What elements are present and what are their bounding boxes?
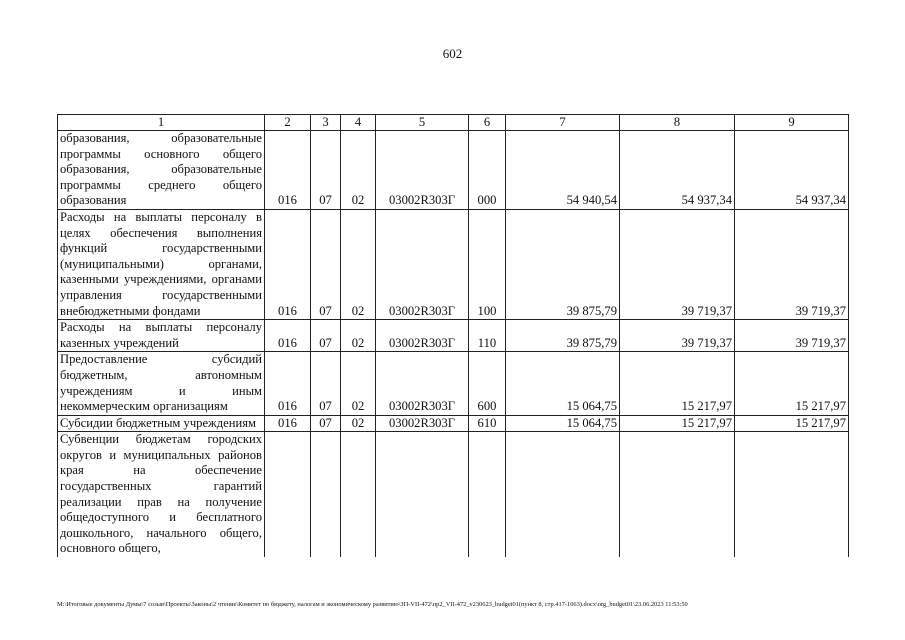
cell-section: 07 <box>311 352 341 415</box>
row-description: Субвенции бюджетам городских округов и муниципальных районов края на обеспечение государственных гарантий реализации прав на получение общедоступного и бесплатного дошкольного, начального общего, основного общего, <box>58 432 265 557</box>
cell-amount-3: 39 719,37 <box>735 320 849 352</box>
column-header: 9 <box>735 115 849 131</box>
cell-ministry-code: 016 <box>265 415 311 432</box>
cell-amount-2: 39 719,37 <box>620 320 735 352</box>
table-row <box>58 432 849 557</box>
cell-amount-1: 54 940,54 <box>506 131 620 210</box>
row-description: Субсидии бюджетным учреждениям <box>58 415 265 432</box>
row-description: образования, образовательные программы основного общего образования, образовательные программы среднего общего образования <box>58 131 265 210</box>
cell-ministry-code: 016 <box>265 352 311 415</box>
cell-ministry-code: 016 <box>265 320 311 352</box>
row-description: Расходы на выплаты персоналу в целях обеспечения выполнения функций государственными (муниципальными) органами, казенными учреждениями, органами управления государственными внебюджетными фондами <box>58 209 265 319</box>
cell-subsection: 02 <box>341 415 376 432</box>
cell-expense-type: 610 <box>469 415 506 432</box>
cell-amount-3: 15 217,97 <box>735 352 849 415</box>
cell-subsection: 02 <box>341 352 376 415</box>
table-row <box>58 415 849 432</box>
row-description: Предоставление субсидий бюджетным, автономным учреждениям и иным некоммерческим организациям <box>58 352 265 415</box>
budget-table <box>57 114 849 557</box>
cell-amount-3 <box>735 432 849 557</box>
cell-section: 07 <box>311 131 341 210</box>
cell-ministry-code: 016 <box>265 209 311 319</box>
cell-amount-1: 15 064,75 <box>506 415 620 432</box>
cell-expense-type: 100 <box>469 209 506 319</box>
cell-subsection: 02 <box>341 209 376 319</box>
column-header: 3 <box>311 115 341 131</box>
table-row <box>58 320 849 352</box>
cell-amount-1: 15 064,75 <box>506 352 620 415</box>
cell-target-article: 03002R303Г <box>376 209 469 319</box>
cell-subsection: 02 <box>341 320 376 352</box>
cell-target-article <box>376 432 469 557</box>
cell-expense-type: 000 <box>469 131 506 210</box>
cell-section: 07 <box>311 209 341 319</box>
cell-amount-3: 54 937,34 <box>735 131 849 210</box>
column-header: 4 <box>341 115 376 131</box>
column-header: 2 <box>265 115 311 131</box>
column-header: 1 <box>58 115 265 131</box>
cell-amount-1 <box>506 432 620 557</box>
cell-section: 07 <box>311 415 341 432</box>
cell-target-article: 03002R303Г <box>376 131 469 210</box>
row-description: Расходы на выплаты персоналу казенных учреждений <box>58 320 265 352</box>
cell-amount-2: 54 937,34 <box>620 131 735 210</box>
page-number: 602 <box>442 46 463 61</box>
document-file-path: M:\Итоговые документы Думы\7 созыв\Проекты\Законы\2 чтение\Комитет по бюджету, налогам и экономическому развитию\ЗП-VII-472\пр2_VII-472_v230623_budget01(пункт 8, стр.417-1063).docx\org_budget01\23.06.2023 11:53:50 <box>57 601 688 608</box>
cell-section <box>311 432 341 557</box>
cell-target-article: 03002R303Г <box>376 320 469 352</box>
cell-amount-2: 15 217,97 <box>620 352 735 415</box>
cell-amount-1: 39 875,79 <box>506 209 620 319</box>
column-header: 8 <box>620 115 735 131</box>
cell-target-article: 03002R303Г <box>376 352 469 415</box>
table-row <box>58 352 849 415</box>
header-row <box>58 115 849 131</box>
column-header: 6 <box>469 115 506 131</box>
cell-section: 07 <box>311 320 341 352</box>
cell-amount-2: 15 217,97 <box>620 415 735 432</box>
cell-subsection <box>341 432 376 557</box>
cell-target-article: 03002R303Г <box>376 415 469 432</box>
column-header: 5 <box>376 115 469 131</box>
cell-ministry-code: 016 <box>265 131 311 210</box>
cell-ministry-code <box>265 432 311 557</box>
cell-amount-3: 39 719,37 <box>735 209 849 319</box>
table-row <box>58 209 849 319</box>
cell-amount-2: 39 719,37 <box>620 209 735 319</box>
cell-amount-1: 39 875,79 <box>506 320 620 352</box>
cell-amount-3: 15 217,97 <box>735 415 849 432</box>
table-row <box>58 131 849 210</box>
cell-expense-type: 600 <box>469 352 506 415</box>
cell-amount-2 <box>620 432 735 557</box>
cell-expense-type: 110 <box>469 320 506 352</box>
cell-expense-type <box>469 432 506 557</box>
column-header: 7 <box>506 115 620 131</box>
cell-subsection: 02 <box>341 131 376 210</box>
